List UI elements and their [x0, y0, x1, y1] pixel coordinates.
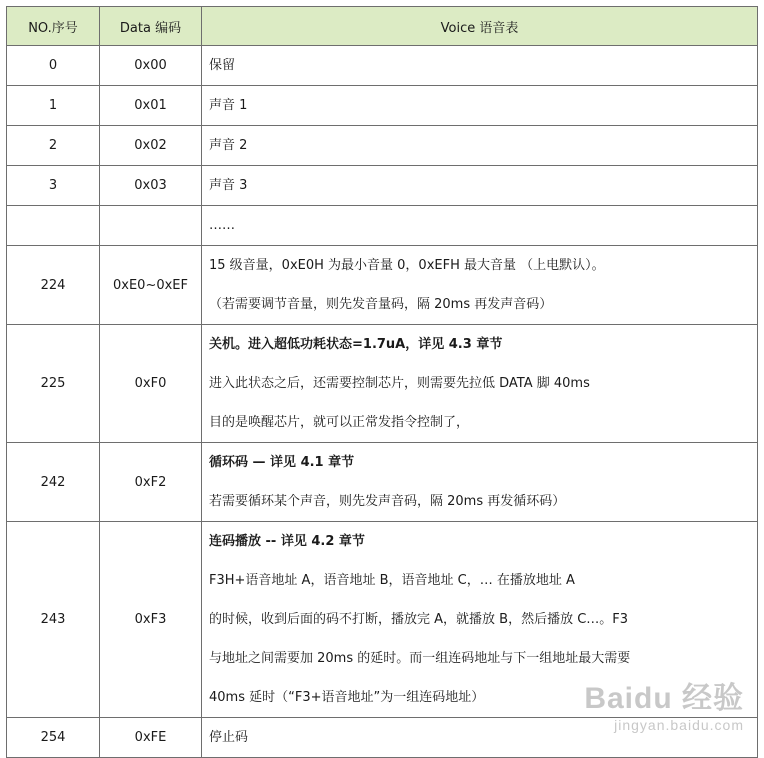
description-heading: 关机。进入超低功耗状态=1.7uA，详见 4.3 章节 — [209, 337, 503, 352]
table-row — [7, 86, 758, 126]
row-number: 225 — [7, 325, 100, 443]
description-line: 若需要循环某个声音，则先发声音码，隔 20ms 再发循环码） — [209, 494, 566, 509]
row-code: 0x00 — [100, 46, 202, 86]
table-row — [7, 443, 758, 522]
baidu-watermark — [584, 673, 744, 733]
table-row — [7, 325, 758, 443]
description-line: 15 级音量，0xE0H 为最小音量 0，0xEFH 最大音量 （上电默认）。 — [209, 258, 605, 273]
row-code: 0xE0~0xEF — [100, 246, 202, 325]
row-code: 0x01 — [100, 86, 202, 126]
row-description — [202, 246, 758, 325]
description-line: 的时候，收到后面的码不打断，播放完 A，就播放 B，然后播放 C…。F3 — [209, 612, 629, 627]
table-row — [7, 126, 758, 166]
row-description — [202, 206, 758, 246]
row-code — [100, 206, 202, 246]
row-code: 0xF0 — [100, 325, 202, 443]
description-line: 与地址之间需要加 20ms 的延时。而一组连码地址与下一组地址最大需要 — [209, 651, 631, 666]
row-description — [202, 443, 758, 522]
row-code: 0x03 — [100, 166, 202, 206]
row-number: 242 — [7, 443, 100, 522]
table-row — [7, 246, 758, 325]
description-line: 进入此状态之后，还需要控制芯片，则需要先拉低 DATA 脚 40ms — [209, 376, 590, 391]
row-description — [202, 46, 758, 86]
row-code: 0xFE — [100, 718, 202, 758]
row-number: 0 — [7, 46, 100, 86]
header-data: Data 编码 — [100, 7, 202, 46]
header-no: NO.序号 — [7, 7, 100, 46]
description-line: 声音 1 — [209, 98, 248, 113]
description-line: …… — [209, 218, 235, 233]
row-description — [202, 325, 758, 443]
description-line: 目的是唤醒芯片，就可以正常发指令控制了， — [209, 415, 470, 430]
description-line: 停止码 — [209, 730, 249, 745]
row-number: 3 — [7, 166, 100, 206]
description-line: 声音 2 — [209, 138, 248, 153]
description-heading: 循环码 — 详见 4.1 章节 — [209, 455, 355, 470]
row-description — [202, 126, 758, 166]
table-header-row — [7, 7, 758, 46]
description-heading: 连码播放 -- 详见 4.2 章节 — [209, 534, 365, 549]
description-line: （若需要调节音量，则先发音量码，隔 20ms 再发声音码） — [209, 297, 553, 312]
header-voice: Voice 语音表 — [202, 7, 758, 46]
row-number: 2 — [7, 126, 100, 166]
row-number: 243 — [7, 522, 100, 718]
row-number: 254 — [7, 718, 100, 758]
row-number: 1 — [7, 86, 100, 126]
row-description — [202, 166, 758, 206]
table-row — [7, 166, 758, 206]
watermark-logo-text: Baidu 经验 — [584, 682, 744, 715]
row-code: 0xF3 — [100, 522, 202, 718]
description-line: 40ms 延时（“F3+语音地址”为一组连码地址） — [209, 690, 485, 705]
row-description — [202, 86, 758, 126]
watermark-url: jingyan.baidu.com — [614, 717, 744, 733]
row-number — [7, 206, 100, 246]
row-code: 0xF2 — [100, 443, 202, 522]
description-line: 保留 — [209, 58, 236, 73]
row-number: 224 — [7, 246, 100, 325]
description-line: F3H+语音地址 A，语音地址 B，语音地址 C，… 在播放地址 A — [209, 573, 575, 588]
description-line: 声音 3 — [209, 178, 248, 193]
voice-table — [6, 6, 758, 758]
table-row — [7, 46, 758, 86]
table-row — [7, 206, 758, 246]
row-code: 0x02 — [100, 126, 202, 166]
